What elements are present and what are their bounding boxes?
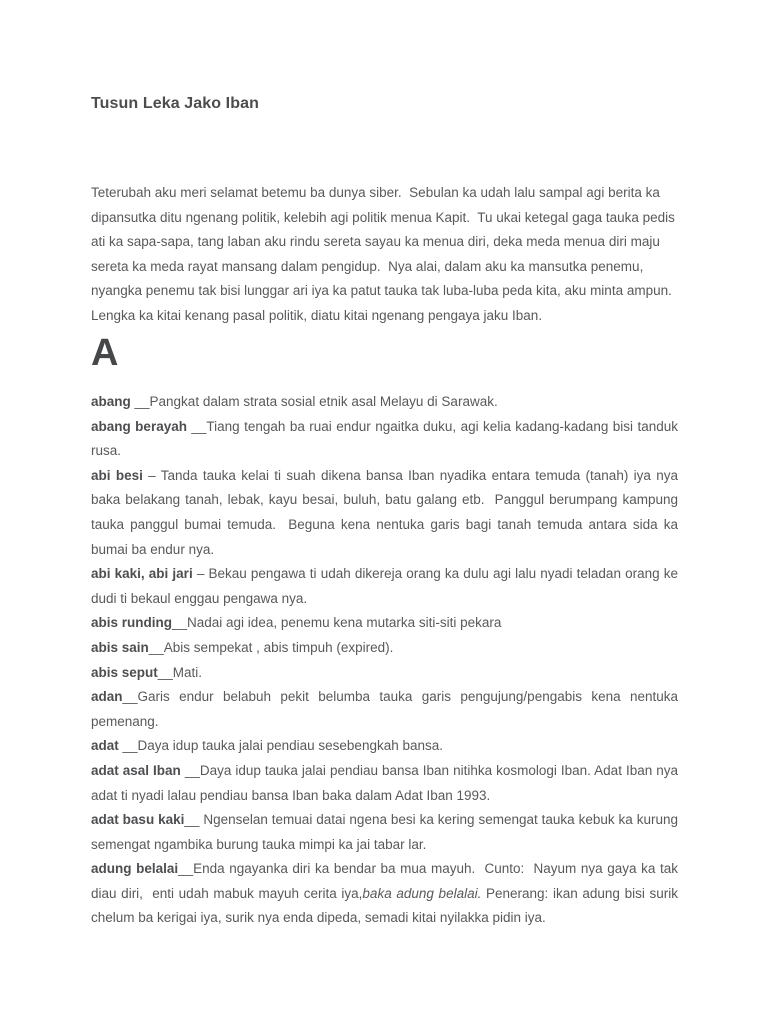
glossary-entry: [91, 857, 682, 931]
intro-paragraph: Teterubah aku meri selamat betemu ba dunya siber. Sebulan ka udah lalu sampal agi berita ka dipansutka ditu ngenang politik, kelebih agi politik menua Kapit. Tu ukai ketegal gaga tauka pedis ati ka sapa-sapa, tang laban aku rindu sereta sayau ka menua diri, deka meda menua diri maju sereta ka meda rayat mansang dalam pengidup. Nya alai, dalam aku ka mansutka penemu, nyangka penemu tak bisi lunggar ari iya ka patut tauka tak luba-luba peda kita, aku minta ampun. Lengka ka kitai kenang pasal politik, diatu kitai ngenang pengaya jaku Iban.: [91, 185, 680, 323]
entry-definition: – Bekau pengawa ti udah dikereja orang ka dulu agi lalu nyadi teladan orang ke dudi ti bekaul enggau pengawa nya.: [91, 566, 682, 606]
entry-definition: Penerang: ikan adung bisi surik chelum ba kerigai iya, surik nya enda dipeda, semadi kitai nyilakka pidin iya.: [91, 885, 682, 926]
entry-term: abang: [91, 394, 131, 409]
glossary-entry: [91, 759, 682, 808]
entry-definition: __Enda ngayanka diri ka bendar ba mua mayuh. Cunto: Nayum nya gaya ka tak diau diri, enti udah mabuk mayuh cerita iya,: [91, 861, 682, 901]
glossary-entry: [91, 808, 682, 857]
entry-definition: __ Ngenselan temuai datai ngena besi ka kering semengat tauka kebuk ka kurung semengat ngambika burung tauka mimpi ka jai tabar lar.: [91, 812, 682, 852]
entry-term: adat: [91, 738, 119, 754]
glossary-entry: [91, 464, 682, 562]
entry-definition: __Pangkat dalam strata sosial etnik asal Melayu di Sarawak.: [130, 394, 498, 409]
glossary-entry: [91, 685, 682, 734]
entry-definition: __Daya idup tauka jalai pendiau bansa Iban nitihka kosmologi Iban. Adat Iban nya adat ti nyadi lalau pendiau bansa Iban baka dalam Adat Iban 1993.: [91, 762, 682, 803]
entry-definition: __Garis endur belabuh pekit belumba tauka garis pengujung/pengabis kena nentuka pemenang.: [91, 689, 682, 729]
document-title: Tusun Leka Jako Iban: [91, 95, 259, 112]
glossary-entry: [91, 636, 678, 661]
entry-definition: __Nadai agi idea, penemu kena mutarka siti-siti pekara: [172, 615, 502, 631]
entry-definition: – Tanda tauka kelai ti suah dikena bansa Iban nyadika entara temuda (tanah) iya nya baka belakang tanah, lebak, kayu besai, buluh, batu galang etb. Panggul berumpang kampung tauka panggul bumai temuda. Beguna kena nentuka garis bagi tanah temuda antara sida ka bumai ba endur nya.: [91, 467, 682, 557]
entry-definition: __Mati.: [157, 664, 203, 680]
entry-term: adat asal Iban: [91, 762, 181, 778]
entry-term: abis runding: [91, 615, 172, 631]
glossary-entry: [91, 661, 678, 686]
entry-definition: __Daya idup tauka jalai pendiau sesebengkah bansa.: [118, 738, 444, 754]
entry-definition: __Abis sempekat , abis timpuh (expired).: [148, 639, 394, 655]
glossary-entry: [91, 390, 678, 415]
entry-term: abis seput: [91, 664, 158, 680]
entry-term: abi kaki, abi jari: [91, 566, 193, 582]
entry-definition: __Tiang tengah ba ruai endur ngaitka duku, agi kelia kadang-kadang bisi tanduk rusa.: [91, 418, 682, 459]
section-letter-heading: A: [91, 332, 119, 374]
entry-term: abis sain: [91, 639, 149, 655]
entry-term: abi besi: [91, 467, 143, 483]
entry-term: adung belalai: [91, 861, 179, 877]
glossary-entry: [91, 562, 682, 611]
glossary-entries: [91, 390, 682, 931]
entry-term: abang berayah: [91, 418, 187, 434]
glossary-entry: [91, 734, 678, 759]
entry-term: adan: [91, 689, 123, 705]
entry-italic-phrase: baka adung belalai.: [362, 885, 482, 901]
entry-term: adat basu kaki: [91, 812, 185, 828]
glossary-entry: [91, 611, 678, 636]
glossary-entry: [91, 415, 682, 464]
